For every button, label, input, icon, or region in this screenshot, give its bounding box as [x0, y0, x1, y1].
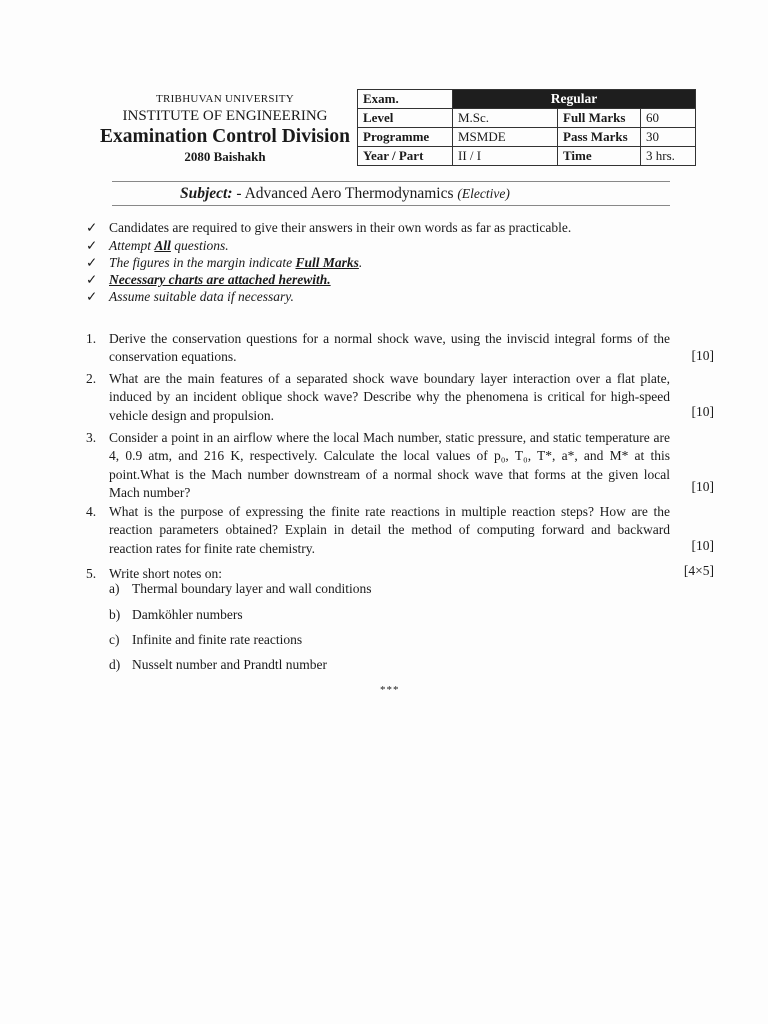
subject-line	[180, 185, 510, 203]
question-5-marks: [4×5]	[683, 563, 714, 578]
question-number: 5.	[86, 566, 97, 581]
subquestion-text: Damköhler numbers	[132, 607, 243, 622]
pass-marks-value: 30	[641, 128, 696, 147]
question-number: 2.	[86, 371, 97, 386]
question-2	[86, 370, 670, 425]
subquestion-text: Infinite and finite rate reactions	[132, 632, 303, 647]
instruction-text: The figures in the margin indicate	[109, 255, 296, 270]
instruction-emphasis: Full Marks	[295, 255, 359, 270]
pass-marks-label: Pass Marks	[558, 128, 641, 147]
subquestion-c	[109, 632, 302, 648]
subject-label: Subject:	[180, 185, 233, 202]
full-marks-label: Full Marks	[558, 109, 641, 128]
subquestion-text: Nusselt number and Prandtl number	[132, 657, 327, 672]
subject-name: Advanced Aero Thermodynamics	[244, 185, 454, 202]
subquestion-b	[109, 607, 243, 623]
exam-info-table	[357, 89, 696, 166]
question-text: Derive the conservation questions for a normal shock wave, using the inviscid integral forms of the conservation equations.	[109, 331, 670, 365]
top-divider	[112, 181, 670, 182]
instruction-item	[86, 238, 229, 254]
level-label: Level	[358, 109, 453, 128]
exam-session: 2080 Baishakh	[184, 149, 266, 164]
year-part-value: II / I	[453, 147, 558, 166]
instruction-item	[86, 272, 331, 288]
instruction-emphasis: All	[154, 238, 171, 253]
end-of-paper-mark: ***	[380, 684, 400, 696]
exam-type-value: Regular	[453, 90, 696, 109]
info-row-level	[358, 109, 696, 128]
level-value: M.Sc.	[453, 109, 558, 128]
subject-dash: -	[232, 185, 245, 202]
info-row-programme	[358, 128, 696, 147]
question-1-marks: [10]	[691, 348, 714, 363]
instruction-item	[86, 255, 362, 271]
instruction-text: if	[227, 289, 235, 304]
instruction-text: necessary.	[234, 289, 294, 304]
question-text: What are the main features of a separated shock wave boundary layer interaction over a flat plate, induced by an incident oblique shock wave? Describe why the phenomena is critical for high-speed vehicle design and propulsion.	[109, 371, 670, 423]
question-text: Write short notes on:	[109, 566, 223, 581]
checkmark-icon: ✓	[86, 220, 98, 235]
full-marks-value: 60	[641, 109, 696, 128]
institute-name: INSTITUTE OF ENGINEERING	[122, 108, 328, 124]
question-number: 4.	[86, 504, 97, 519]
university-name: TRIBHUVAN UNIVERSITY	[155, 93, 295, 105]
checkmark-icon: ✓	[86, 289, 98, 304]
question-4	[86, 503, 670, 558]
subquestion-letter: b)	[109, 607, 121, 622]
subquestion-letter: a)	[109, 581, 120, 596]
question-4-marks: [10]	[691, 538, 714, 553]
subquestion-letter: d)	[109, 657, 121, 672]
bottom-divider	[112, 205, 670, 206]
question-2-marks: [10]	[691, 404, 714, 419]
programme-label: Programme	[358, 128, 453, 147]
checkmark-icon: ✓	[86, 238, 98, 253]
instruction-text: Assume suitable data	[109, 289, 228, 304]
question-number: 3.	[86, 430, 97, 445]
subquestion-text: Thermal boundary layer and wall conditions	[132, 581, 372, 596]
instruction-text: .	[358, 255, 363, 270]
question-text: What is the purpose of expressing the finite rate reactions in multiple reaction steps? How are the reaction parameters obtained? Explain in detail the method of computing forward and backward reaction rates for finite rate chemistry.	[109, 504, 670, 556]
division-name: Examination Control Division	[100, 126, 350, 147]
checkmark-icon: ✓	[86, 255, 98, 270]
info-row-year	[358, 147, 696, 166]
subquestion-d	[109, 657, 327, 673]
exam-label: Exam.	[358, 90, 453, 109]
question-3	[86, 429, 670, 502]
checkmark-icon: ✓	[86, 272, 98, 287]
subject-elective: (Elective)	[457, 186, 510, 201]
instruction-text: Candidates are required to give their answers in their own words as far as practicable.	[109, 220, 572, 235]
question-1	[86, 330, 670, 367]
question-3-marks: [10]	[691, 479, 714, 494]
question-number: 1.	[86, 331, 97, 346]
subquestion-a	[109, 581, 372, 597]
programme-value: MSMDE	[453, 128, 558, 147]
info-row-exam	[358, 90, 696, 109]
instruction-text: Attempt	[109, 238, 155, 253]
question-text: Consider a point in an airflow where the local Mach number, static pressure, and static temperature are 4, 0.9 atm, and 216 K, respectively. Calculate the local values of p₀, T₀, T*, a*, and M* at this point.What is the Mach number downstream of a normal shock wave that forms at the given local Mach number?	[109, 430, 670, 500]
time-label: Time	[558, 147, 641, 166]
instruction-emphasis: Necessary charts are attached herewith.	[109, 272, 331, 287]
instruction-text: questions.	[170, 238, 229, 253]
instruction-item	[86, 220, 571, 236]
subquestion-letter: c)	[109, 632, 120, 647]
year-part-label: Year / Part	[358, 147, 453, 166]
instruction-item	[86, 289, 294, 305]
time-value: 3 hrs.	[641, 147, 696, 166]
